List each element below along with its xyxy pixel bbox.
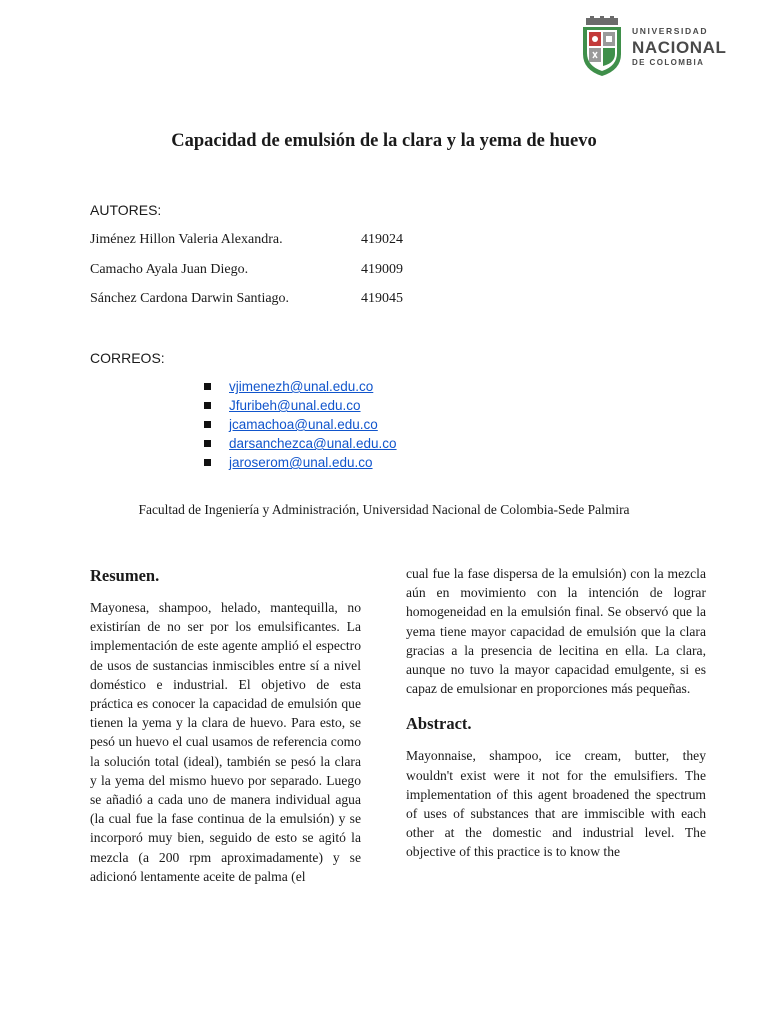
author-name: Sánchez Cardona Darwin Santiago. (90, 291, 290, 306)
author-id: 419045 (361, 291, 403, 306)
email-link[interactable]: jaroserom@unal.edu.co (229, 455, 373, 470)
autores-label: AUTORES: (90, 202, 162, 218)
author-id: 419009 (361, 262, 403, 277)
email-list (204, 377, 397, 472)
email-link[interactable]: Jfuribeh@unal.edu.co (229, 398, 361, 413)
university-seal-icon (580, 16, 624, 78)
logo-line-2: NACIONAL (632, 37, 727, 57)
email-item (204, 434, 397, 453)
paper-title: Capacidad de emulsión de la clara y la yema de huevo (171, 131, 597, 151)
resumen-heading: Resumen. (90, 566, 160, 585)
resumen-continued-text: cual fue la fase dispersa de la emulsión) con la mezcla aún en movimiento con la intención de lograr homogeneidad en la emulsión final. Se observó que la yema tiene mayor capacidad de emulsión que la clara gracias a la presencia de lecitina en ella. La clara, aunque no tuvo la mayor capacidad emulgente, si es capaz de emulsionar en proporciones más pequeñas. (406, 566, 706, 697)
square-bullet-icon (204, 440, 211, 447)
author-name: Camacho Ayala Juan Diego. (90, 262, 249, 277)
university-logo (580, 12, 730, 82)
email-item (204, 415, 397, 434)
left-column (90, 566, 361, 886)
correos-label: CORREOS: (90, 350, 165, 366)
logo-line-3: DE COLOMBIA (632, 57, 705, 67)
abstract-text: Mayonnaise, shampoo, ice cream, butter, they wouldn't exist were it not for the emulsifiers. The implementation of this agent broadened the spectrum of uses of substances that are immiscible with each other at the domestic and industrial level. The objective of this practice is to know the (406, 748, 706, 860)
email-link[interactable]: jcamachoa@unal.edu.co (229, 417, 378, 432)
square-bullet-icon (204, 402, 211, 409)
email-link[interactable]: vjimenezh@unal.edu.co (229, 379, 374, 394)
square-bullet-icon (204, 383, 211, 390)
author-name: Jiménez Hillon Valeria Alexandra. (90, 232, 283, 247)
square-bullet-icon (204, 421, 211, 428)
resumen-text: Mayonesa, shampoo, helado, mantequilla, no existirían de no ser por los emulsificantes. La implementación de este agente amplió el espectro de usos de sustancias inmiscibles entre sí a nivel doméstico e industrial. El objetivo de esta práctica es conocer la capacidad de emulsión que tienen la yema y la clara de huevo. Para esto, se pesó un huevo el cual usamos de referencia como la solución total (ideal), también se pesó la clara y la yema del mismo huevo por separado. Luego se añadió a cada uno de manera individual agua (la cual fue la fase continua de la emulsión) y se incorporó muy bien, seguido de esto se agitó la mezcla (a 200 rpm aproximadamente) y se adicionó lentamente aceite de palma (el (90, 600, 361, 884)
faculty-affiliation: Facultad de Ingeniería y Administración, Universidad Nacional de Colombia-Sede Palmira (138, 502, 630, 517)
email-item (204, 377, 397, 396)
email-item (204, 396, 397, 415)
square-bullet-icon (204, 459, 211, 466)
right-column (406, 564, 706, 862)
abstract-heading: Abstract. (406, 714, 472, 734)
email-item (204, 453, 397, 472)
author-id: 419024 (361, 232, 403, 247)
logo-line-1: UNIVERSIDAD (632, 26, 709, 37)
email-link[interactable]: darsanchezca@unal.edu.co (229, 436, 397, 451)
